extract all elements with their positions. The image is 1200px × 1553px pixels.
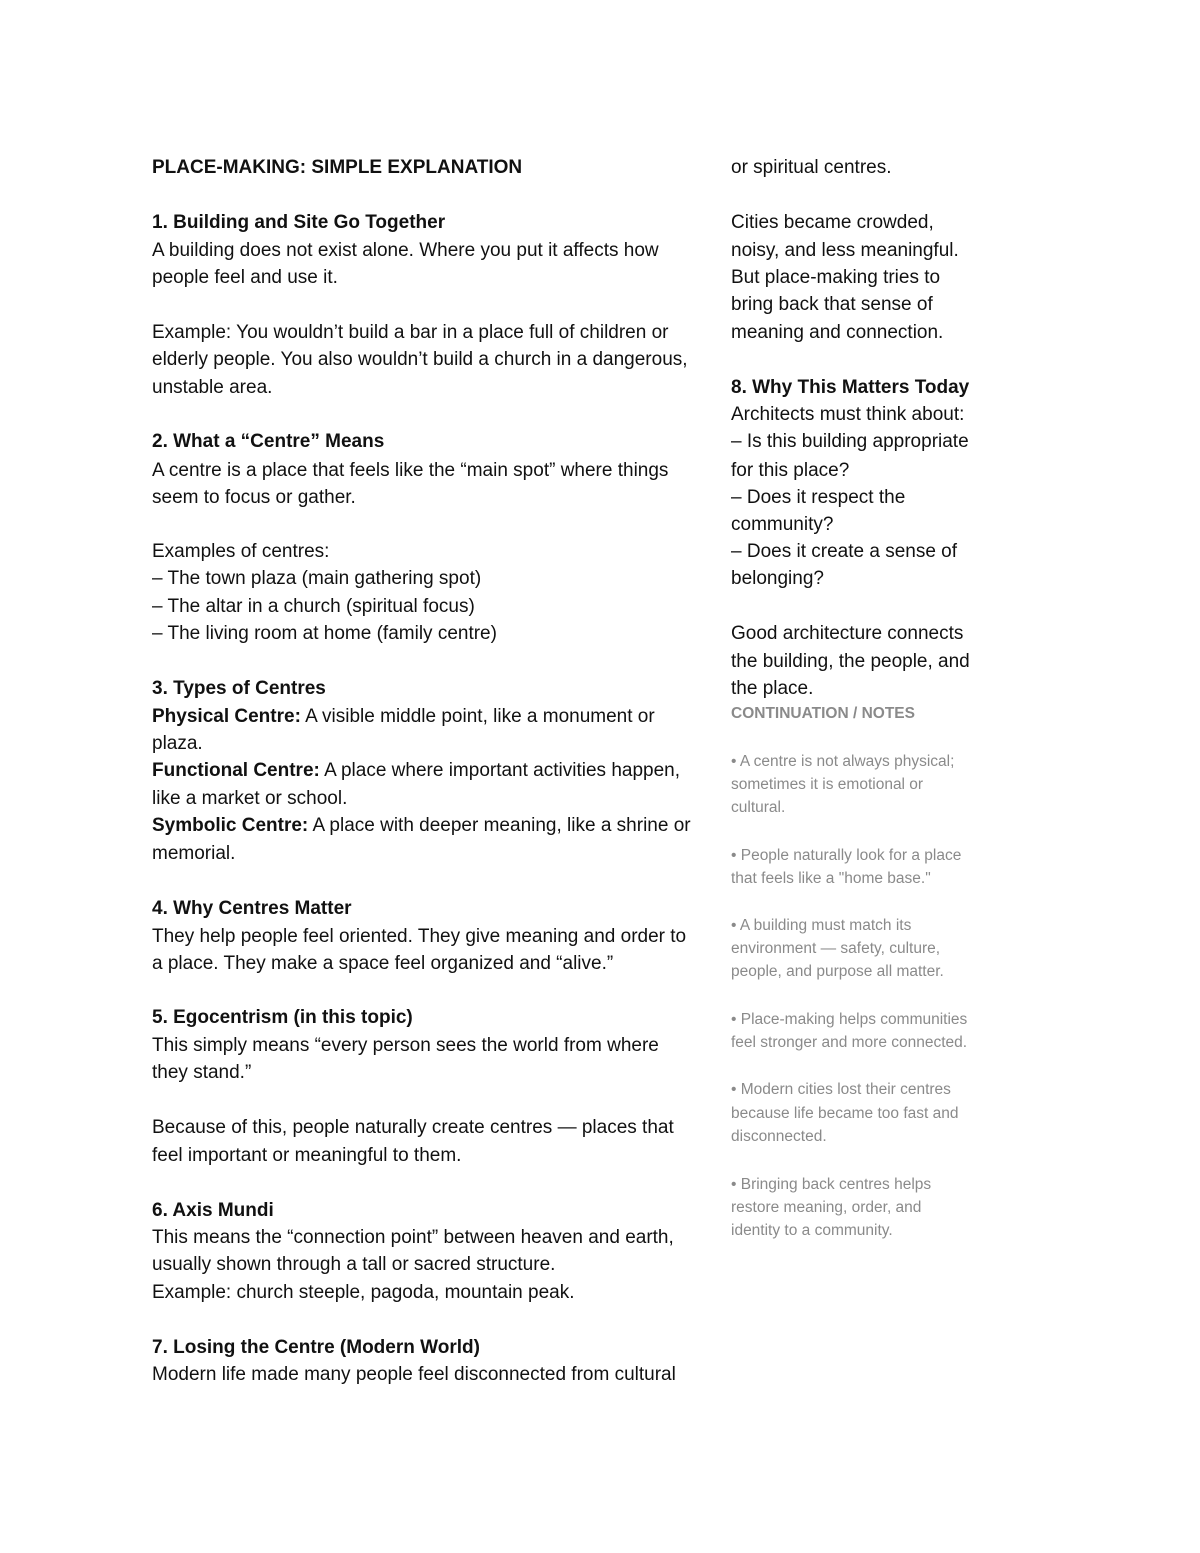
note-line: that feels like a "home base." [731,870,931,887]
section-1-heading: 1. Building and Site Go Together [152,212,446,233]
page-title: PLACE-MAKING: SIMPLE EXPLANATION [152,157,523,178]
note-line: sometimes it is emotional or [731,776,924,793]
section-1-example: Example: You wouldn’t build a bar in a place full of children or [152,322,669,343]
section-2-heading: 2. What a “Centre” Means [152,431,385,452]
section-1-line: people feel and use it. [152,267,338,288]
symbolic-centre-line: memorial. [152,843,236,864]
section-3-heading: 3. Types of Centres [152,678,326,699]
functional-centre-text: A place where important activities happen, [319,760,680,781]
section-6-heading: 6. Axis Mundi [152,1200,274,1221]
symbolic-centre-label: Symbolic Centre: [152,815,309,836]
note-line: environment — safety, culture, [731,940,941,957]
right-line: for this place? [731,460,850,481]
section-5-line: Because of this, people naturally create centres — places that [152,1117,674,1138]
section-4-heading: 4. Why Centres Matter [152,898,352,919]
note-line: because life became too fast and [731,1105,959,1122]
note-line: restore meaning, order, and [731,1199,922,1216]
section-8-heading: 8. Why This Matters Today [731,377,970,398]
note-line: identity to a community. [731,1222,893,1239]
note-line: people, and purpose all matter. [731,963,944,980]
functional-centre-line: like a market or school. [152,788,348,809]
section-2-line: seem to focus or gather. [152,487,356,508]
right-line: But place-making tries to [731,267,941,288]
right-line: bring back that sense of [731,294,933,315]
note-line: • People naturally look for a place [731,847,962,864]
functional-centre-label: Functional Centre: [152,760,320,781]
section-5-heading: 5. Egocentrism (in this topic) [152,1007,413,1028]
right-line: – Does it respect the [731,487,906,508]
right-line: meaning and connection. [731,322,944,343]
right-line: Good architecture connects [731,623,964,644]
section-6-line: usually shown through a tall or sacred structure. [152,1254,556,1275]
note-line: • A centre is not always physical; [731,753,955,770]
right-line: Cities became crowded, [731,212,934,233]
section-1-example: unstable area. [152,377,273,398]
right-line: the place. [731,678,814,699]
section-1-example: elderly people. You also wouldn’t build a church in a dangerous, [152,349,688,370]
section-5-line: feel important or meaningful to them. [152,1145,462,1166]
physical-centre-text: A visible middle point, like a monument or [300,706,655,727]
section-1-line: A building does not exist alone. Where you put it affects how [152,240,659,261]
section-5-line: they stand.” [152,1062,252,1083]
right-line: community? [731,514,834,535]
right-line: Architects must think about: [731,404,965,425]
note-line: disconnected. [731,1128,827,1145]
right-line: – Is this building appropriate [731,431,969,452]
section-6-line: Example: church steeple, pagoda, mountain peak. [152,1282,575,1303]
section-2-examples-heading: Examples of centres: [152,541,330,562]
list-item: – The living room at home (family centre) [152,623,497,644]
section-7-line: Modern life made many people feel disconnected from cultural [152,1364,676,1385]
physical-centre-label: Physical Centre: [152,706,301,727]
note-line: • A building must match its [731,917,912,934]
note-line: • Place-making helps communities [731,1011,968,1028]
section-6-line: This means the “connection point” between heaven and earth, [152,1227,674,1248]
list-item: – The town plaza (main gathering spot) [152,568,482,589]
list-item: – The altar in a church (spiritual focus) [152,596,475,617]
section-5-line: This simply means “every person sees the world from where [152,1035,659,1056]
note-line: feel stronger and more connected. [731,1034,968,1051]
section-2-line: A centre is a place that feels like the “main spot” where things [152,460,669,481]
right-line: noisy, and less meaningful. [731,240,959,261]
symbolic-centre-text: A place with deeper meaning, like a shrine or [308,815,691,836]
physical-centre-line: plaza. [152,733,203,754]
right-line: belonging? [731,568,824,589]
right-line: or spiritual centres. [731,157,892,178]
section-4-line: They help people feel oriented. They give meaning and order to [152,926,687,947]
notes-heading: CONTINUATION / NOTES [731,705,915,722]
note-line: cultural. [731,799,786,816]
right-line: the building, the people, and [731,651,970,672]
note-line: • Modern cities lost their centres [731,1081,951,1098]
right-line: – Does it create a sense of [731,541,958,562]
note-line: • Bringing back centres helps [731,1176,932,1193]
section-7-heading: 7. Losing the Centre (Modern World) [152,1337,480,1358]
section-4-line: a place. They make a space feel organized and “alive.” [152,953,614,974]
